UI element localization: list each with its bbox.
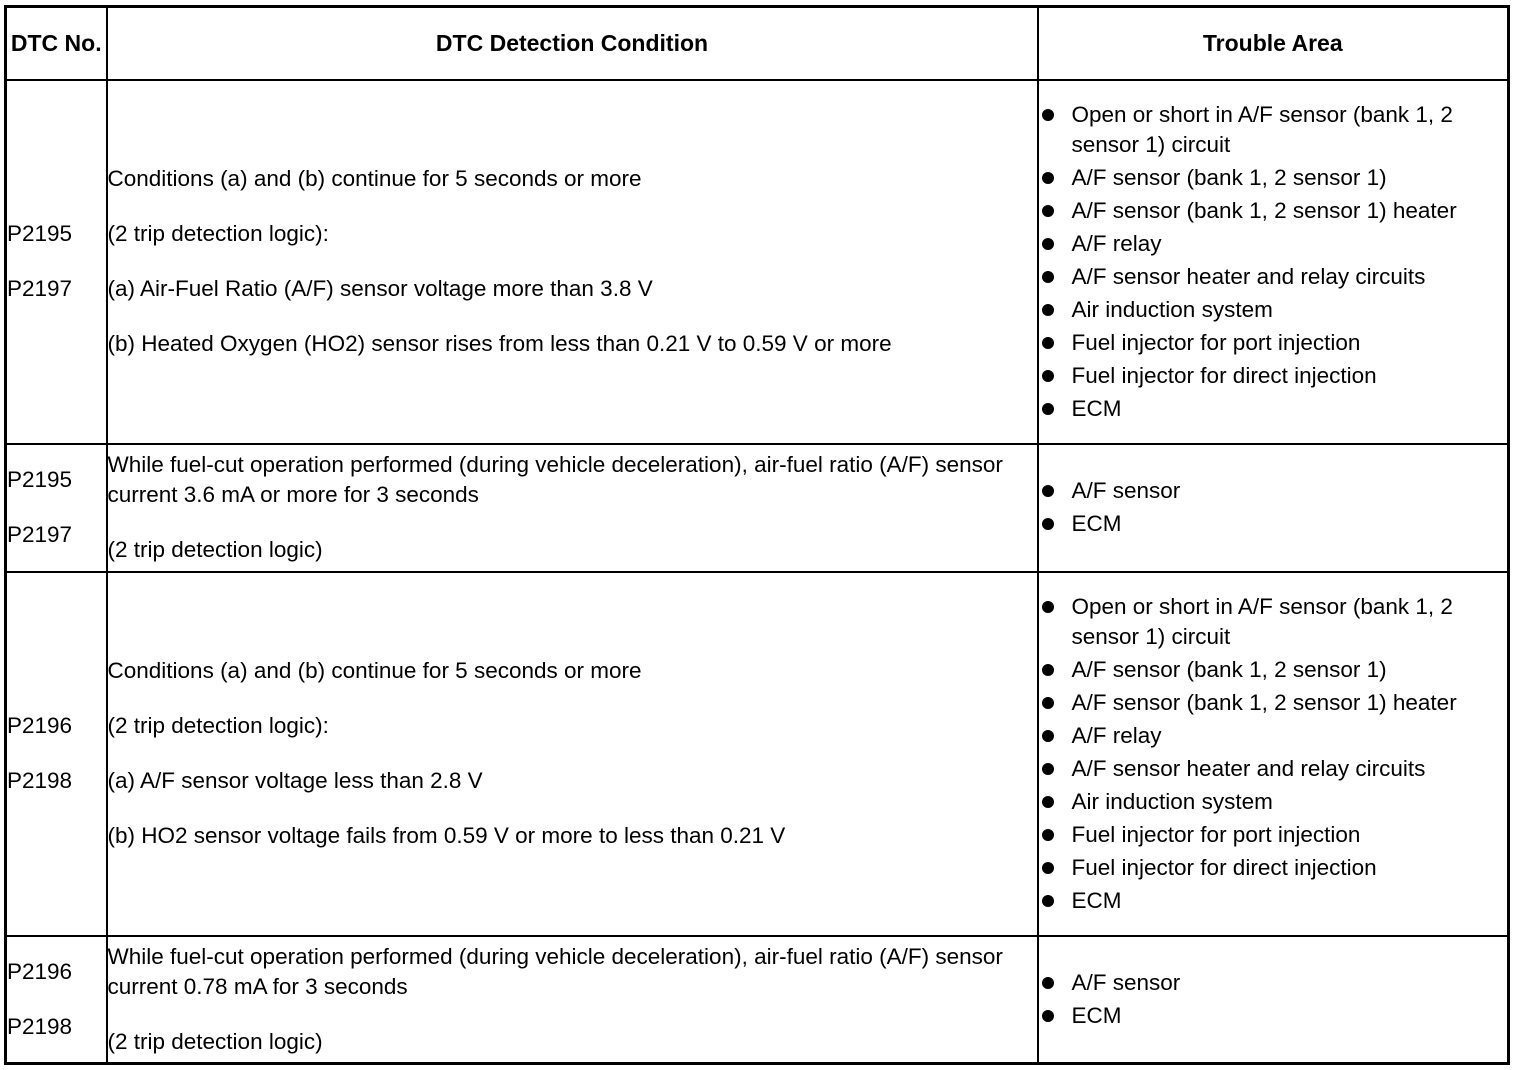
list-item [1039,721,1508,751]
list-item [1039,262,1508,292]
trouble-area-list [1039,968,1508,1031]
list-item [1039,196,1508,226]
list-item [1039,295,1508,325]
list-item [1039,100,1508,160]
dtc-number-cell [6,572,107,936]
condition-line: (2 trip detection logic): [107,221,329,246]
detection-condition-cell [107,936,1038,1064]
condition-trip-logic: (2 trip detection logic) [107,1028,323,1054]
trouble-area-cell [1038,936,1509,1064]
list-item [1039,394,1508,424]
bullet-icon [1042,862,1054,874]
list-item [1039,968,1508,998]
list-item [1039,328,1508,358]
trouble-area-text: Fuel injector for port injection [1071,329,1361,355]
bullet-icon [1042,1010,1054,1022]
bullet-icon [1042,763,1054,775]
trouble-area-text: ECM [1071,395,1122,421]
trouble-area-text: ECM [1071,511,1122,536]
trouble-area-text: Fuel injector for direct injection [1071,362,1377,388]
condition-line: Conditions (a) and (b) continue for 5 seconds or more [107,166,642,191]
trouble-area-list [1039,476,1508,539]
dtc-code: P2196 [7,713,73,738]
list-item [1039,509,1508,539]
trouble-area-text: Open or short in A/F sensor (bank 1, 2 sensor 1) circuit [1071,101,1453,157]
list-item [1039,229,1508,259]
list-item [1039,592,1508,652]
condition-line: (b) HO2 sensor voltage fails from 0.59 V or more to less than 0.21 V [107,823,786,848]
list-item [1039,163,1508,193]
trouble-area-text: A/F sensor (bank 1, 2 sensor 1) [1071,164,1387,190]
detection-condition-cell [107,444,1038,572]
dtc-code: P2196 [7,958,73,984]
table-row [6,572,1509,936]
bullet-icon [1042,518,1054,530]
list-item [1039,886,1508,916]
list-item [1039,820,1508,850]
dtc-code: P2195 [7,221,73,246]
trouble-area-text: A/F sensor (bank 1, 2 sensor 1) [1071,656,1387,682]
bullet-icon [1042,664,1054,676]
trouble-area-text: A/F sensor heater and relay circuits [1071,755,1426,781]
trouble-area-list [1039,100,1508,424]
table-row [6,80,1509,444]
detection-condition-cell [107,572,1038,936]
bullet-icon [1042,697,1054,709]
trouble-area-list [1039,592,1508,916]
condition-line: (a) Air-Fuel Ratio (A/F) sensor voltage more than 3.8 V [107,276,653,301]
list-item [1039,688,1508,718]
trouble-area-text: A/F sensor (bank 1, 2 sensor 1) heater [1071,689,1457,715]
trouble-area-text: ECM [1071,887,1122,913]
trouble-area-text: Fuel injector for port injection [1071,821,1361,847]
trouble-area-text: A/F sensor (bank 1, 2 sensor 1) heater [1071,197,1457,223]
dtc-code: P2197 [7,522,73,547]
header-dtc-no: DTC No. [6,7,107,80]
trouble-area-text: A/F relay [1071,230,1162,256]
list-item [1039,754,1508,784]
dtc-number-cell [6,80,107,444]
table-row [6,444,1509,572]
header-trouble-area: Trouble Area [1038,7,1509,80]
bullet-icon [1042,172,1054,184]
dtc-table [4,5,1510,1065]
list-item [1039,1001,1508,1031]
header-condition: DTC Detection Condition [107,7,1038,80]
condition-text: While fuel-cut operation performed (during vehicle deceleration), air-fuel ratio (A/F) sensor current 0.78 mA for 3 seconds [107,943,1003,999]
list-item [1039,476,1508,506]
trouble-area-text: Air induction system [1071,296,1273,322]
dtc-number-cell [6,936,107,1064]
list-item [1039,361,1508,391]
trouble-area-text: Fuel injector for direct injection [1071,854,1377,880]
bullet-icon [1042,238,1054,250]
bullet-icon [1042,337,1054,349]
trouble-area-cell [1038,572,1509,936]
trouble-area-text: A/F sensor heater and relay circuits [1071,263,1426,289]
trouble-area-text: A/F relay [1071,722,1162,748]
list-item [1039,655,1508,685]
bullet-icon [1042,796,1054,808]
table-row [6,936,1509,1064]
bullet-icon [1042,370,1054,382]
list-item [1039,853,1508,883]
condition-line: Conditions (a) and (b) continue for 5 seconds or more [107,658,642,683]
condition-line: (a) A/F sensor voltage less than 2.8 V [107,768,483,793]
trouble-area-cell [1038,444,1509,572]
bullet-icon [1042,485,1054,497]
trouble-area-text: ECM [1071,1002,1122,1028]
bullet-icon [1042,977,1054,989]
trouble-area-text: A/F sensor [1071,478,1181,503]
header-row [6,7,1509,80]
trouble-area-text: A/F sensor [1071,969,1181,995]
bullet-icon [1042,109,1054,121]
dtc-code: P2198 [7,768,73,793]
dtc-code: P2195 [7,467,73,492]
bullet-icon [1042,895,1054,907]
trouble-area-cell [1038,80,1509,444]
condition-trip-logic: (2 trip detection logic) [107,537,323,562]
bullet-icon [1042,304,1054,316]
condition-line: (2 trip detection logic): [107,713,329,738]
detection-condition-cell [107,80,1038,444]
bullet-icon [1042,403,1054,415]
bullet-icon [1042,271,1054,283]
dtc-code: P2198 [7,1013,73,1039]
dtc-code: P2197 [7,276,73,301]
trouble-area-text: Air induction system [1071,788,1273,814]
bullet-icon [1042,730,1054,742]
bullet-icon [1042,205,1054,217]
bullet-icon [1042,829,1054,841]
condition-line: (b) Heated Oxygen (HO2) sensor rises from less than 0.21 V to 0.59 V or more [107,331,892,356]
trouble-area-text: Open or short in A/F sensor (bank 1, 2 sensor 1) circuit [1071,593,1453,649]
bullet-icon [1042,601,1054,613]
dtc-number-cell [6,444,107,572]
list-item [1039,787,1508,817]
condition-text: While fuel-cut operation performed (during vehicle deceleration), air-fuel ratio (A/F) sensor current 3.6 mA or more for 3 seconds [107,452,1003,507]
